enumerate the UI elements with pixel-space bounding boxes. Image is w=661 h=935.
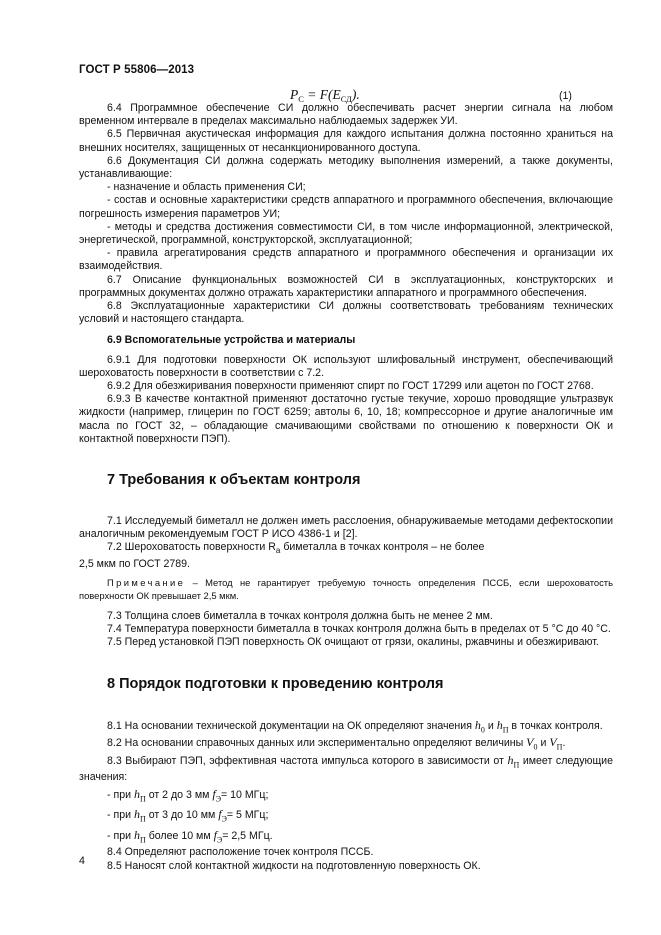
paragraph-7-1: 7.1 Исследуемый биметалл не должен иметь расслоения, обнаруживаемые методами дефектоскопии аналогичным рекомендуемым ГОСТ Р ИСО 4386-1 и [2]. <box>79 515 613 541</box>
f-sub: Э <box>221 814 227 824</box>
hp-symbol <box>134 787 146 801</box>
fe-symbol <box>212 787 221 801</box>
paragraph-7-5: 7.5 Перед установкой ПЭП поверхность ОК очищают от грязи, окалины, ржавчины и обезжиривают. <box>107 636 599 649</box>
formula-number: (1) <box>559 90 572 102</box>
formula-lhs: P <box>290 87 299 102</box>
hp-symbol <box>133 827 146 845</box>
f-letter: f <box>218 807 222 822</box>
p81-and: и <box>484 719 497 732</box>
item-pre: - при <box>107 788 134 801</box>
h-letter: h <box>133 827 140 842</box>
paragraph-6-9-3: 6.9.3 В качестве контактной применяют достаточно густые текучие, хорошо проводящие ультразвук жидкости (например, глицерин по ГОСТ 6259; автолы 6, 10, 18; компрессорное и другие аналогичные им масла по ГОСТ 32, – обладающие смачивающими свойствами по отношению к поверхности ОК и контактной поверхности ПЭП). <box>79 393 613 445</box>
vp-symbol <box>549 735 563 752</box>
list-item: - состав и основные характеристики средств аппаратного и программного обеспечения, включающие погрешность измерения параметров УИ; <box>79 194 613 220</box>
p81-text-a: 8.1 На основании технической документации на ОК определяют значения <box>107 719 475 732</box>
v0-symbol <box>526 735 538 752</box>
vp-sub: П <box>556 742 563 752</box>
paragraph-8-1 <box>79 719 613 737</box>
paragraph-6-7: 6.7 Описание функциональных возможностей СИ в эксплуатационных, конструкторских и программных документах должно отражать характеристики аппаратного и программного обеспечения. <box>79 273 613 299</box>
p83-text-a: 8.3 Выбирают ПЭП, эффективная частота импульса которого в зависимости от <box>107 754 508 767</box>
paragraph-7-4: 7.4 Температура поверхности биметалла в точках контроля должна быть в пределах от 5 °С до 40 °С. <box>107 623 611 636</box>
v0-letter: V <box>526 735 534 750</box>
hp-letter: h <box>507 752 514 767</box>
p82-text-a: 8.2 На основании справочных данных или экспериментально определяют величины <box>107 737 527 750</box>
h0-letter: h <box>474 717 481 732</box>
item-range: от 3 до 10 мм <box>145 809 219 822</box>
h-letter: h <box>133 807 140 822</box>
note <box>79 577 613 602</box>
paragraph-6-9-2: 6.9.2 Для обезжиривания поверхности применяют спирт по ГОСТ 17299 или ацетон по ГОСТ 2768. <box>107 380 594 393</box>
page-number: 4 <box>79 855 85 867</box>
paragraph-7-3: 7.3 Толщина слоев биметалла в точках контроля должна быть не менее 2 мм. <box>107 610 493 622</box>
paragraph-6-4: 6.4 Программное обеспечение СИ должно обеспечивать расчет энергии сигнала на любом временном интервале в пределах максимально наблюдаемых задержек УИ. <box>79 102 613 128</box>
paragraph-7-2-text: 7.2 Шероховатость поверхности R <box>107 541 276 554</box>
p82-text-b: . <box>562 737 566 750</box>
f-letter: f <box>212 786 216 801</box>
formula-end: ). <box>351 87 360 102</box>
item-value: = 2,5 МГц. <box>222 829 273 842</box>
paragraph-6-5: 6.5 Первичная акустическая информация для каждого испытания должна постоянно храниться на внешних носителях, защищенных от несанкционированного доступа. <box>79 128 613 154</box>
standard-header: ГОСТ Р 55806—2013 <box>79 64 195 76</box>
item-range: более 10 мм <box>145 829 214 842</box>
p83-text-b: имеет следующие значения: <box>79 754 613 784</box>
list-item: - правила агрегатирования средств аппаратного и программного обеспечения и организации их взаимодействия. <box>79 247 613 273</box>
f-sub: Э <box>216 835 223 845</box>
list-item <box>79 788 613 806</box>
h0-symbol <box>475 718 485 732</box>
paragraph-8-2 <box>79 736 613 754</box>
item-value: = 5 МГц; <box>226 809 269 822</box>
note-label: Примечание <box>107 577 186 588</box>
roughness-sub: a <box>275 546 281 556</box>
hp-symbol <box>133 807 146 824</box>
v0-sub: 0 <box>533 742 538 752</box>
fe-symbol <box>213 827 223 845</box>
document-body <box>79 102 613 873</box>
f-letter: f <box>213 827 217 842</box>
item-pre: - при <box>107 809 134 822</box>
paragraph-6-8: 6.8 Эксплуатационные характеристики СИ должны соответствовать требованиям технических условий и настоящего стандарта. <box>79 300 613 326</box>
paragraph-6-6: 6.6 Документация СИ должна содержать методику выполнения измерений, а также документы, устанавливающие: <box>79 154 613 181</box>
p81-text-b: в точках контроля. <box>508 719 603 732</box>
section-7-title: 7 Требования к объектам контроля <box>107 472 361 489</box>
hp-sub: П <box>502 725 509 734</box>
hp-letter: h <box>496 717 503 732</box>
item-value: = 10 МГц; <box>220 788 269 801</box>
h-sub: П <box>139 835 146 845</box>
vp-letter: V <box>549 735 557 750</box>
paragraph-8-4: 8.4 Определяют расположение точек контроля ПССБ. <box>107 846 374 859</box>
subsection-6-9-title: 6.9 Вспомогательные устройства и материалы <box>107 334 356 347</box>
formula-lhs-sub: С <box>298 94 304 104</box>
h-sub: П <box>139 793 146 803</box>
paragraph-8-5: 8.5 Наносят слой контактной жидкости на подготовленную поверхность ОК. <box>107 859 481 872</box>
fe-symbol <box>218 807 227 824</box>
formula-eq: = F(E <box>303 87 341 102</box>
hp-symbol <box>507 752 520 770</box>
item-pre: - при <box>107 829 134 842</box>
item-range: от 2 до 3 мм <box>145 788 213 801</box>
h0-sub: 0 <box>480 725 485 734</box>
paragraph-7-2-text-b: биметалла в точках контроля – не более <box>280 541 485 554</box>
list-item <box>79 829 613 847</box>
paragraph-7-2-cont: 2,5 мкм по ГОСТ 2789. <box>79 557 190 570</box>
hp-symbol <box>497 718 509 732</box>
h-sub: П <box>139 814 146 824</box>
f-sub: Э <box>215 793 221 803</box>
list-item <box>79 808 613 826</box>
list-item: - методы и средства достижения совместимости СИ, в том числе информационной, электрической, энергетической, программной, конструкторской, эксплуатационной; <box>79 220 613 247</box>
list-item: - назначение и область применения СИ; <box>107 181 306 194</box>
formula-arg-sub: СД <box>340 94 352 104</box>
p82-and: и <box>537 737 550 750</box>
paragraph-6-9-1: 6.9.1 Для подготовки поверхности ОК используют шлифовальный инструмент, обеспечивающий шероховатость поверхности в соответствии с 7.2. <box>79 353 613 379</box>
h-letter: h <box>133 786 140 801</box>
note-text: – Метод не гарантирует требуемую точность определения ПССБ, если шероховатость поверхности ОК превышает 2,5 мкм. <box>79 577 613 601</box>
paragraph-8-3 <box>79 754 613 785</box>
paragraph-7-2 <box>79 541 613 557</box>
section-8-title: 8 Порядок подготовки к проведению контроля <box>107 675 444 692</box>
hp-sub: П <box>513 760 520 770</box>
